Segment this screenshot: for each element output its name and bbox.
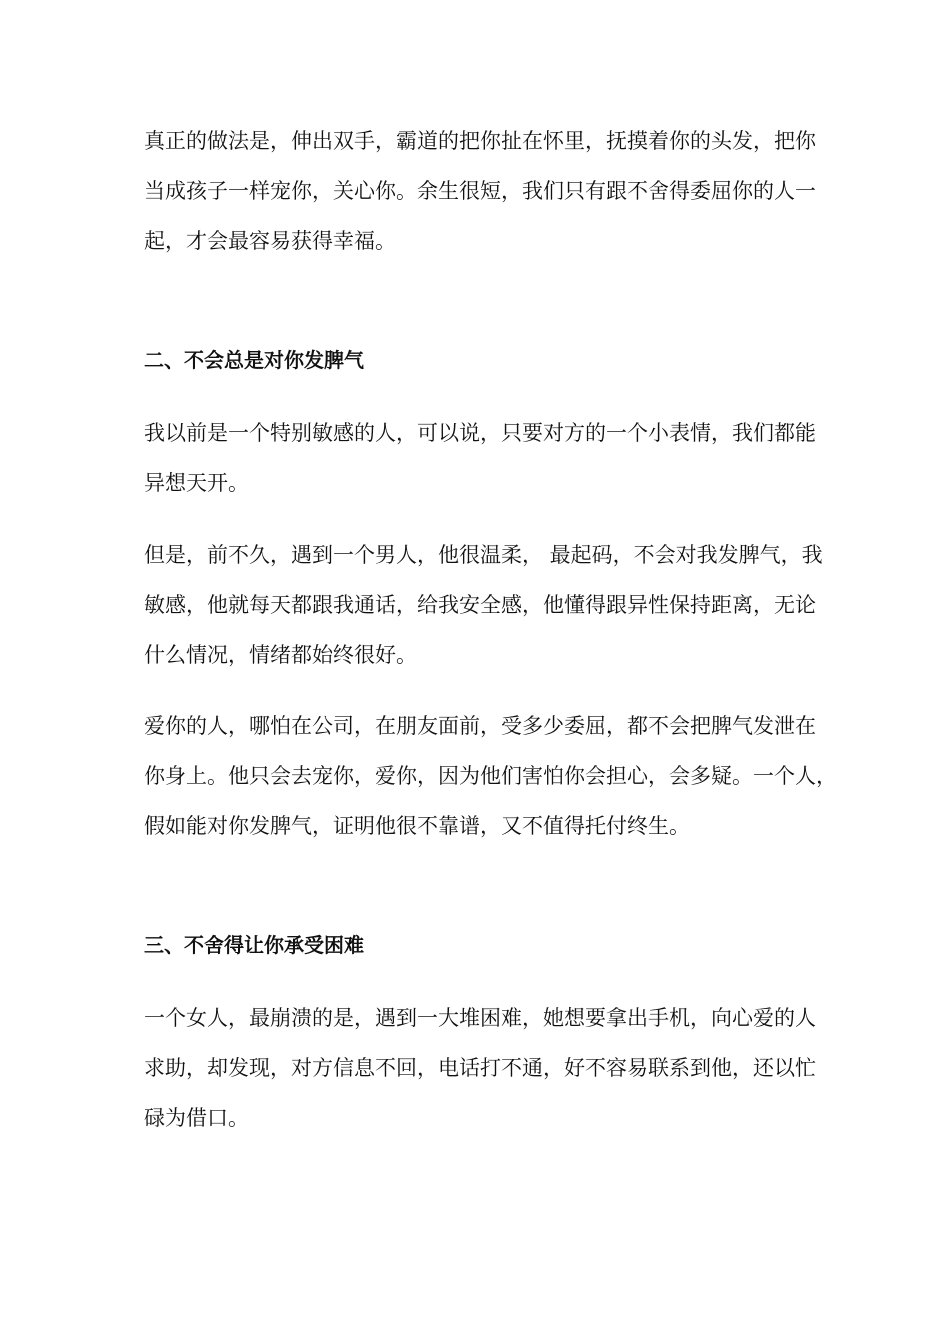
text-line: 你身上。他只会去宠你，爱你，因为他们害怕你会担心，会多疑。一个人， [144, 764, 837, 788]
text-line: 我以前是一个特别敏感的人，可以说，只要对方的一个小表情，我们都能 [144, 421, 816, 445]
text-line: 当成孩子一样宠你，关心你。余生很短，我们只有跟不舍得委屈你的人一 [144, 179, 816, 203]
text-line: 什么情况，情绪都始终很好。 [144, 643, 417, 667]
text-line: 爱你的人，哪怕在公司，在朋友面前，受多少委屈，都不会把脾气发泄在 [144, 714, 816, 738]
text-line: 真正的做法是，伸出双手，霸道的把你扯在怀里，抚摸着你的头发，把你 [144, 129, 816, 153]
text-line: 碌为借口。 [144, 1106, 249, 1130]
section-heading: 二、不会总是对你发脾气 [144, 348, 364, 372]
text-line: 敏感，他就每天都跟我通话，给我安全感，他懂得跟异性保持距离，无论 [144, 593, 816, 617]
text-line: 一个女人，最崩溃的是，遇到一大堆困难，她想要拿出手机，向心爱的人 [144, 1006, 816, 1030]
text-line: 起，才会最容易获得幸福。 [144, 229, 396, 253]
text-line: 异想天开。 [144, 471, 249, 495]
section-heading: 三、不舍得让你承受困难 [144, 933, 364, 957]
text-line: 但是，前不久，遇到一个男人，他很温柔， 最起码，不会对我发脾气，我 [144, 543, 823, 567]
text-line: 求助，却发现，对方信息不回，电话打不通，好不容易联系到他，还以忙 [144, 1056, 816, 1080]
text-line: 假如能对你发脾气，证明他很不靠谱，又不值得托付终生。 [144, 814, 690, 838]
